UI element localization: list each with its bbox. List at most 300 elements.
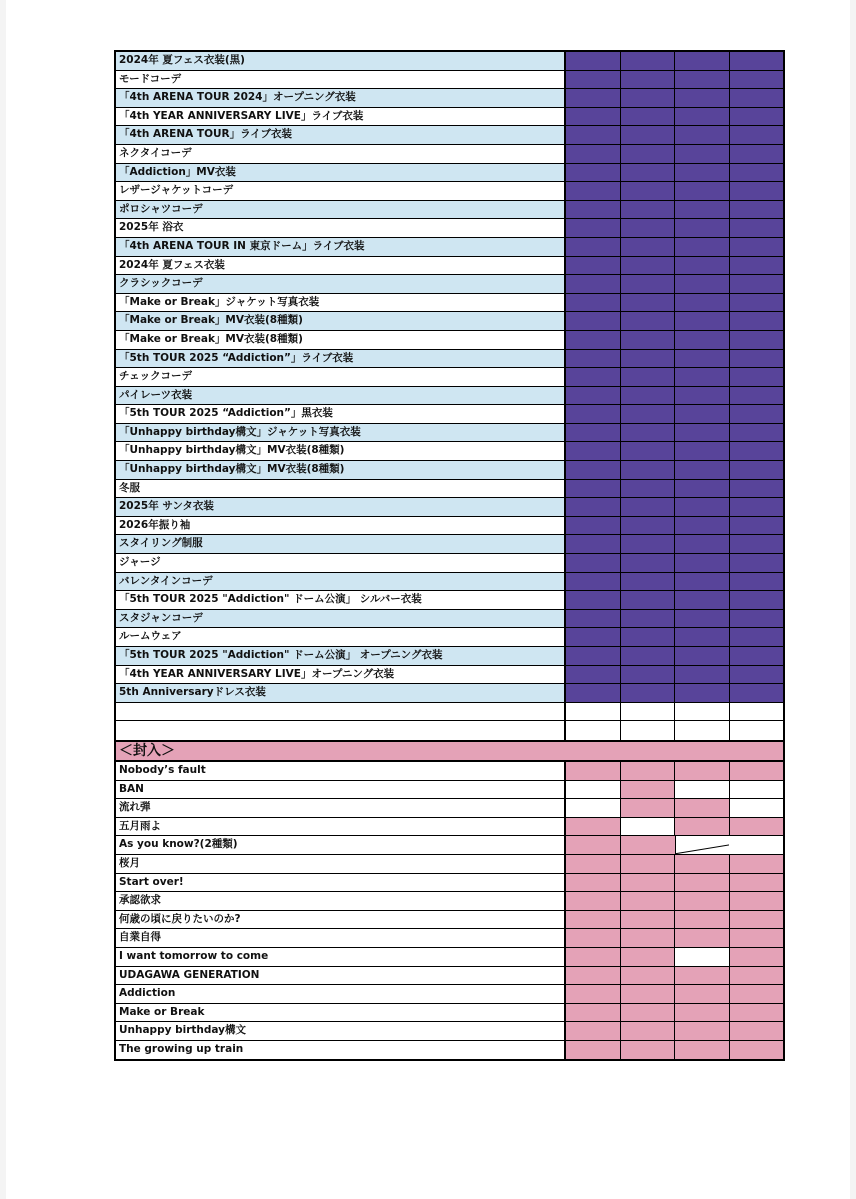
check-cell bbox=[730, 275, 784, 293]
song-row bbox=[116, 855, 783, 874]
costume-row bbox=[116, 108, 783, 127]
check-cell bbox=[675, 684, 730, 702]
check-cell bbox=[621, 238, 676, 256]
check-cell bbox=[621, 781, 676, 799]
check-cell bbox=[566, 666, 621, 684]
song-row bbox=[116, 967, 783, 986]
check-cell bbox=[675, 238, 730, 256]
check-cell bbox=[675, 480, 730, 498]
check-cell bbox=[675, 762, 730, 780]
costume-label: 5th Anniversaryドレス衣装 bbox=[116, 684, 566, 702]
check-cell bbox=[566, 442, 621, 460]
check-cell bbox=[675, 929, 730, 947]
check-cell bbox=[621, 818, 676, 836]
costume-label: レザージャケットコーデ bbox=[116, 182, 566, 200]
costume-row bbox=[116, 164, 783, 183]
costume-label: 2026年振り袖 bbox=[116, 517, 566, 535]
check-cell bbox=[566, 312, 621, 330]
check-cell bbox=[675, 874, 730, 892]
check-cell bbox=[566, 108, 621, 126]
check-cell bbox=[730, 89, 784, 107]
check-cell bbox=[566, 781, 621, 799]
check-cell bbox=[730, 164, 784, 182]
check-cell bbox=[566, 911, 621, 929]
check-cell bbox=[675, 368, 730, 386]
check-cell bbox=[730, 647, 784, 665]
costume-label: 「4th ARENA TOUR」ライブ衣装 bbox=[116, 126, 566, 144]
costume-label: 「Make or Break」MV衣装(8種類) bbox=[116, 312, 566, 330]
costume-row bbox=[116, 312, 783, 331]
check-cell bbox=[566, 573, 621, 591]
costume-label: ネクタイコーデ bbox=[116, 145, 566, 163]
check-cell bbox=[621, 108, 676, 126]
check-cell bbox=[566, 647, 621, 665]
costume-row bbox=[116, 628, 783, 647]
check-cell bbox=[566, 721, 621, 740]
costume-row bbox=[116, 480, 783, 499]
check-cell bbox=[566, 1041, 621, 1060]
check-cell bbox=[730, 892, 784, 910]
check-cell bbox=[730, 498, 784, 516]
check-cell bbox=[675, 387, 730, 405]
check-cell bbox=[621, 874, 676, 892]
costume-row bbox=[116, 498, 783, 517]
costume-label: ポロシャツコーデ bbox=[116, 201, 566, 219]
check-cell bbox=[730, 108, 784, 126]
check-cell bbox=[566, 164, 621, 182]
check-cell bbox=[566, 554, 621, 572]
costume-row bbox=[116, 219, 783, 238]
costume-row bbox=[116, 89, 783, 108]
check-cell bbox=[621, 647, 676, 665]
check-cell bbox=[675, 182, 730, 200]
costume-row bbox=[116, 405, 783, 424]
check-cell bbox=[730, 480, 784, 498]
check-cell bbox=[730, 573, 784, 591]
check-cell bbox=[675, 554, 730, 572]
costume-label: チェックコーデ bbox=[116, 368, 566, 386]
check-cell bbox=[675, 108, 730, 126]
check-cell bbox=[621, 535, 676, 553]
song-row bbox=[116, 818, 783, 837]
check-cell bbox=[566, 985, 621, 1003]
check-cell bbox=[566, 929, 621, 947]
costume-row bbox=[116, 666, 783, 685]
check-cell bbox=[566, 71, 621, 89]
check-cell bbox=[730, 628, 784, 646]
check-cell bbox=[566, 238, 621, 256]
check-cell bbox=[566, 219, 621, 237]
costume-label: 冬服 bbox=[116, 480, 566, 498]
check-cell bbox=[566, 182, 621, 200]
song-row bbox=[116, 911, 783, 930]
check-cell bbox=[621, 480, 676, 498]
costume-label: 2024年 夏フェス衣装 bbox=[116, 257, 566, 275]
check-cell bbox=[566, 405, 621, 423]
check-cell bbox=[730, 1022, 784, 1040]
check-cell bbox=[566, 294, 621, 312]
costume-label: 「4th YEAR ANNIVERSARY LIVE」オープニング衣装 bbox=[116, 666, 566, 684]
check-cell bbox=[621, 554, 676, 572]
costume-row bbox=[116, 610, 783, 629]
check-cell bbox=[621, 684, 676, 702]
costume-row bbox=[116, 238, 783, 257]
song-label: UDAGAWA GENERATION bbox=[116, 967, 566, 985]
check-cell bbox=[621, 1041, 676, 1060]
check-cell bbox=[675, 461, 730, 479]
check-cell bbox=[675, 498, 730, 516]
check-cell bbox=[621, 985, 676, 1003]
check-cell bbox=[621, 387, 676, 405]
check-cell bbox=[675, 442, 730, 460]
check-cell bbox=[566, 201, 621, 219]
costume-row bbox=[116, 461, 783, 480]
check-cell bbox=[566, 1022, 621, 1040]
check-cell bbox=[729, 836, 783, 854]
costume-label: 「5th TOUR 2025 “Addiction”」黒衣装 bbox=[116, 405, 566, 423]
check-cell bbox=[675, 424, 730, 442]
check-cell bbox=[566, 836, 621, 854]
check-cell bbox=[566, 892, 621, 910]
check-cell bbox=[675, 201, 730, 219]
song-row bbox=[116, 1004, 783, 1023]
costume-row bbox=[116, 145, 783, 164]
costume-row bbox=[116, 647, 783, 666]
checklist-table bbox=[114, 50, 785, 1061]
check-cell bbox=[621, 126, 676, 144]
check-cell bbox=[621, 666, 676, 684]
check-cell bbox=[621, 762, 676, 780]
check-cell bbox=[675, 818, 730, 836]
song-label: Make or Break bbox=[116, 1004, 566, 1022]
check-cell bbox=[730, 799, 784, 817]
check-cell bbox=[566, 762, 621, 780]
costume-row bbox=[116, 535, 783, 554]
check-cell bbox=[730, 52, 784, 70]
costume-label: 「5th TOUR 2025 "Addiction" ドーム公演」 シルバー衣装 bbox=[116, 591, 566, 609]
costume-label: バレンタインコーデ bbox=[116, 573, 566, 591]
check-cell bbox=[675, 781, 730, 799]
check-cell bbox=[730, 517, 784, 535]
costume-row bbox=[116, 591, 783, 610]
check-cell bbox=[730, 331, 784, 349]
song-row bbox=[116, 948, 783, 967]
costume-row bbox=[116, 517, 783, 536]
costume-label: ルームウェア bbox=[116, 628, 566, 646]
check-cell bbox=[621, 275, 676, 293]
costume-label bbox=[116, 703, 566, 721]
check-cell bbox=[566, 610, 621, 628]
check-cell bbox=[730, 368, 784, 386]
check-cell bbox=[675, 350, 730, 368]
check-cell bbox=[566, 331, 621, 349]
check-cell bbox=[566, 89, 621, 107]
costume-row bbox=[116, 442, 783, 461]
check-cell bbox=[621, 721, 676, 740]
check-cell bbox=[730, 442, 784, 460]
check-cell bbox=[566, 1004, 621, 1022]
check-cell bbox=[730, 312, 784, 330]
check-cell bbox=[621, 591, 676, 609]
costume-row bbox=[116, 126, 783, 145]
check-cell bbox=[675, 799, 730, 817]
check-cell bbox=[675, 145, 730, 163]
check-cell bbox=[621, 1004, 676, 1022]
check-cell bbox=[675, 703, 730, 721]
check-cell bbox=[675, 71, 730, 89]
song-label: As you know?(2種類) bbox=[116, 836, 566, 854]
check-cell bbox=[675, 647, 730, 665]
costume-label: 「Make or Break」MV衣装(8種類) bbox=[116, 331, 566, 349]
document-page bbox=[6, 0, 850, 1199]
costume-row bbox=[116, 294, 783, 313]
check-cell bbox=[675, 52, 730, 70]
costume-row bbox=[116, 257, 783, 276]
check-cell bbox=[675, 89, 730, 107]
costume-label: 「Unhappy birthday構文」ジャケット写真衣装 bbox=[116, 424, 566, 442]
costume-row bbox=[116, 201, 783, 220]
check-cell bbox=[621, 967, 676, 985]
check-cell bbox=[621, 350, 676, 368]
costume-row bbox=[116, 721, 783, 740]
check-cell bbox=[675, 294, 730, 312]
check-cell bbox=[566, 52, 621, 70]
check-cell bbox=[675, 275, 730, 293]
costume-label: 「4th YEAR ANNIVERSARY LIVE」ライブ衣装 bbox=[116, 108, 566, 126]
check-cell bbox=[730, 985, 784, 1003]
check-cell bbox=[621, 948, 676, 966]
check-cell bbox=[566, 874, 621, 892]
song-label: 五月雨よ bbox=[116, 818, 566, 836]
costume-label: 2025年 浴衣 bbox=[116, 219, 566, 237]
check-cell bbox=[621, 1022, 676, 1040]
check-cell bbox=[566, 818, 621, 836]
check-cell bbox=[566, 855, 621, 873]
check-cell bbox=[621, 498, 676, 516]
song-label: 流れ弾 bbox=[116, 799, 566, 817]
check-cell bbox=[730, 911, 784, 929]
song-row bbox=[116, 799, 783, 818]
check-cell bbox=[675, 1041, 730, 1060]
check-cell bbox=[675, 967, 730, 985]
check-cell bbox=[621, 368, 676, 386]
song-row bbox=[116, 762, 783, 781]
check-cell bbox=[621, 405, 676, 423]
check-cell bbox=[730, 182, 784, 200]
costume-label: 「5th TOUR 2025 "Addiction" ドーム公演」 オープニング衣装 bbox=[116, 647, 566, 665]
check-cell bbox=[566, 480, 621, 498]
song-row bbox=[116, 836, 783, 855]
check-cell bbox=[730, 294, 784, 312]
check-cell bbox=[621, 331, 676, 349]
song-row bbox=[116, 874, 783, 893]
check-cell bbox=[675, 911, 730, 929]
check-cell bbox=[675, 1022, 730, 1040]
check-cell bbox=[730, 666, 784, 684]
check-cell bbox=[730, 201, 784, 219]
check-cell bbox=[675, 628, 730, 646]
check-cell bbox=[675, 721, 730, 740]
check-cell bbox=[566, 145, 621, 163]
check-cell bbox=[675, 948, 730, 966]
check-cell bbox=[730, 387, 784, 405]
check-cell bbox=[621, 52, 676, 70]
check-cell bbox=[621, 799, 676, 817]
check-cell bbox=[730, 948, 784, 966]
check-cell bbox=[730, 762, 784, 780]
check-cell bbox=[730, 929, 784, 947]
check-cell bbox=[730, 1041, 784, 1060]
check-cell bbox=[675, 164, 730, 182]
check-cell bbox=[730, 855, 784, 873]
check-cell bbox=[566, 498, 621, 516]
song-label: 自業自得 bbox=[116, 929, 566, 947]
costume-row bbox=[116, 182, 783, 201]
costume-label: クラシックコーデ bbox=[116, 275, 566, 293]
check-cell bbox=[675, 985, 730, 1003]
check-cell bbox=[730, 610, 784, 628]
costume-label: モードコーデ bbox=[116, 71, 566, 89]
song-row bbox=[116, 929, 783, 948]
check-cell bbox=[621, 911, 676, 929]
check-cell bbox=[566, 517, 621, 535]
check-cell bbox=[566, 368, 621, 386]
check-cell bbox=[621, 461, 676, 479]
costume-label bbox=[116, 721, 566, 740]
check-cell bbox=[730, 554, 784, 572]
check-cell bbox=[621, 855, 676, 873]
check-cell bbox=[675, 405, 730, 423]
check-cell bbox=[730, 424, 784, 442]
costume-label: 「Unhappy birthday構文」MV衣装(8種類) bbox=[116, 461, 566, 479]
check-cell bbox=[730, 703, 784, 721]
check-cell bbox=[621, 257, 676, 275]
costume-row bbox=[116, 424, 783, 443]
song-row bbox=[116, 892, 783, 911]
check-cell bbox=[621, 312, 676, 330]
song-label: The growing up train bbox=[116, 1041, 566, 1060]
check-cell bbox=[621, 182, 676, 200]
costume-row bbox=[116, 573, 783, 592]
check-cell bbox=[621, 201, 676, 219]
song-row bbox=[116, 781, 783, 800]
check-cell bbox=[675, 219, 730, 237]
costume-row bbox=[116, 387, 783, 406]
song-label: Unhappy birthday構文 bbox=[116, 1022, 566, 1040]
costume-row bbox=[116, 368, 783, 387]
check-cell bbox=[621, 164, 676, 182]
check-cell bbox=[566, 535, 621, 553]
check-cell bbox=[730, 405, 784, 423]
costume-row bbox=[116, 275, 783, 294]
check-cell bbox=[566, 628, 621, 646]
song-label: I want tomorrow to come bbox=[116, 948, 566, 966]
check-cell bbox=[730, 461, 784, 479]
costume-label: 「5th TOUR 2025 “Addiction”」ライブ衣装 bbox=[116, 350, 566, 368]
check-cell bbox=[675, 591, 730, 609]
check-cell bbox=[566, 275, 621, 293]
song-label: 桜月 bbox=[116, 855, 566, 873]
check-cell bbox=[675, 331, 730, 349]
check-cell bbox=[730, 874, 784, 892]
check-cell bbox=[730, 238, 784, 256]
check-cell bbox=[621, 628, 676, 646]
check-cell bbox=[675, 666, 730, 684]
check-cell bbox=[621, 71, 676, 89]
check-cell bbox=[675, 126, 730, 144]
costume-label: スタイリング制服 bbox=[116, 535, 566, 553]
check-cell bbox=[730, 721, 784, 740]
costume-row bbox=[116, 684, 783, 703]
costume-label: 「Unhappy birthday構文」MV衣装(8種類) bbox=[116, 442, 566, 460]
costume-section bbox=[116, 52, 783, 740]
costume-label: 「Addiction」MV衣装 bbox=[116, 164, 566, 182]
check-cell bbox=[566, 591, 621, 609]
song-label: Start over! bbox=[116, 874, 566, 892]
check-cell bbox=[566, 257, 621, 275]
check-cell bbox=[621, 145, 676, 163]
song-label: Nobody’s fault bbox=[116, 762, 566, 780]
check-cell bbox=[566, 799, 621, 817]
song-label: BAN bbox=[116, 781, 566, 799]
costume-label: スタジャンコーデ bbox=[116, 610, 566, 628]
check-cell bbox=[566, 948, 621, 966]
check-cell bbox=[566, 126, 621, 144]
check-cell bbox=[621, 610, 676, 628]
costume-label: 「4th ARENA TOUR 2024」オープニング衣装 bbox=[116, 89, 566, 107]
check-cell bbox=[675, 312, 730, 330]
section-header-enclosed: ＜封入＞ bbox=[116, 740, 783, 762]
check-cell bbox=[621, 424, 676, 442]
song-row bbox=[116, 985, 783, 1004]
costume-row bbox=[116, 331, 783, 350]
check-cell bbox=[675, 1004, 730, 1022]
check-cell bbox=[730, 967, 784, 985]
check-cell bbox=[566, 461, 621, 479]
costume-row bbox=[116, 350, 783, 369]
check-cell bbox=[730, 535, 784, 553]
check-cell bbox=[730, 591, 784, 609]
check-cell bbox=[566, 350, 621, 368]
check-cell bbox=[621, 442, 676, 460]
costume-row bbox=[116, 71, 783, 90]
check-cell bbox=[675, 892, 730, 910]
check-cell bbox=[566, 967, 621, 985]
check-cell bbox=[730, 781, 784, 799]
costume-label: ジャージ bbox=[116, 554, 566, 572]
check-cell bbox=[730, 818, 784, 836]
check-cell bbox=[621, 294, 676, 312]
check-cell bbox=[621, 517, 676, 535]
check-cell bbox=[621, 219, 676, 237]
costume-label: 「4th ARENA TOUR IN 東京ドーム」ライブ衣装 bbox=[116, 238, 566, 256]
check-cell bbox=[566, 684, 621, 702]
check-cell bbox=[566, 703, 621, 721]
check-cell bbox=[675, 257, 730, 275]
check-cell bbox=[730, 257, 784, 275]
check-cell bbox=[621, 703, 676, 721]
check-cell bbox=[730, 684, 784, 702]
check-cell bbox=[676, 836, 730, 854]
check-cell bbox=[621, 929, 676, 947]
check-cell bbox=[730, 126, 784, 144]
check-cell bbox=[730, 1004, 784, 1022]
check-cell bbox=[621, 89, 676, 107]
check-cell bbox=[675, 855, 730, 873]
check-cell bbox=[621, 836, 676, 854]
costume-row bbox=[116, 52, 783, 71]
song-row bbox=[116, 1041, 783, 1060]
